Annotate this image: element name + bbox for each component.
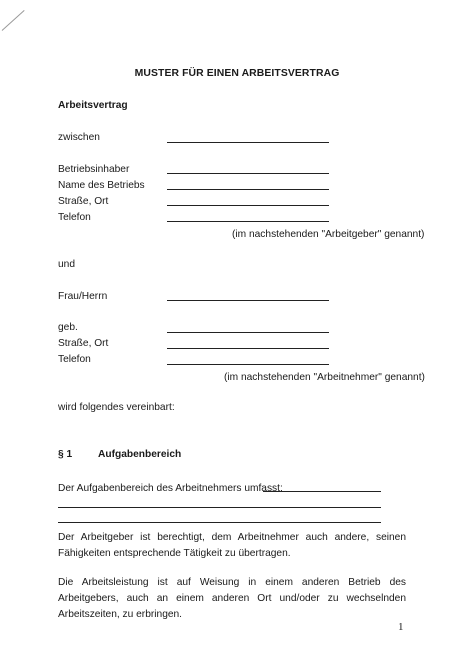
employer-owner-label: Betriebsinhaber — [58, 164, 130, 175]
agreement-text: wird folgendes vereinbart: — [58, 402, 175, 413]
zwischen-line — [167, 142, 329, 143]
scope-label: Der Aufgabenbereich des Arbeitnehmers umfasst: — [58, 483, 283, 494]
zwischen-label: zwischen — [58, 132, 100, 143]
section-number: § 1 — [58, 449, 73, 460]
contract-heading: Arbeitsvertrag — [58, 100, 128, 111]
employee-name-label: Frau/Herrn — [58, 291, 108, 302]
employee-note: (im nachstehenden "Arbeitnehmer" genannt) — [224, 372, 425, 383]
employer-owner-line — [167, 173, 329, 174]
employee-phone-line — [167, 364, 329, 365]
section-title: Aufgabenbereich — [98, 449, 182, 460]
employer-company-line — [167, 189, 329, 190]
employer-phone-line — [167, 221, 329, 222]
document-title: MUSTER FÜR EINEN ARBEITSVERTRAG — [134, 68, 340, 79]
und-label: und — [58, 259, 75, 270]
employee-birth-line — [167, 332, 329, 333]
scan-mark — [2, 10, 25, 31]
page-number: 1 — [398, 621, 404, 633]
scope-line-2 — [58, 507, 381, 508]
employee-address-label: Straße, Ort — [58, 338, 109, 349]
employee-phone-label: Telefon — [58, 354, 91, 365]
employer-note: (im nachstehenden "Arbeitgeber" genannt) — [232, 229, 425, 240]
employer-phone-label: Telefon — [58, 212, 91, 223]
employer-company-label: Name des Betriebs — [58, 180, 145, 191]
employer-address-line — [167, 205, 329, 206]
employer-address-label: Straße, Ort — [58, 196, 109, 207]
employee-name-line — [167, 300, 329, 301]
employee-address-line — [167, 348, 329, 349]
paragraph-transfer: Der Arbeitgeber ist berechtigt, dem Arbeitnehmer auch andere, seinen Fähigkeiten entsprechende Tätigkeit zu übertragen. — [58, 532, 406, 559]
employee-birth-label: geb. — [58, 322, 78, 333]
scope-line-1 — [263, 491, 381, 492]
scope-line-3 — [58, 522, 381, 523]
paragraph-location: Die Arbeitsleistung ist auf Weisung in einem anderen Betrieb des Arbeitgebers, auch an einem anderen Ort und/oder zu wechselnden Arbeitszeiten, zu erbringen. — [58, 577, 406, 620]
